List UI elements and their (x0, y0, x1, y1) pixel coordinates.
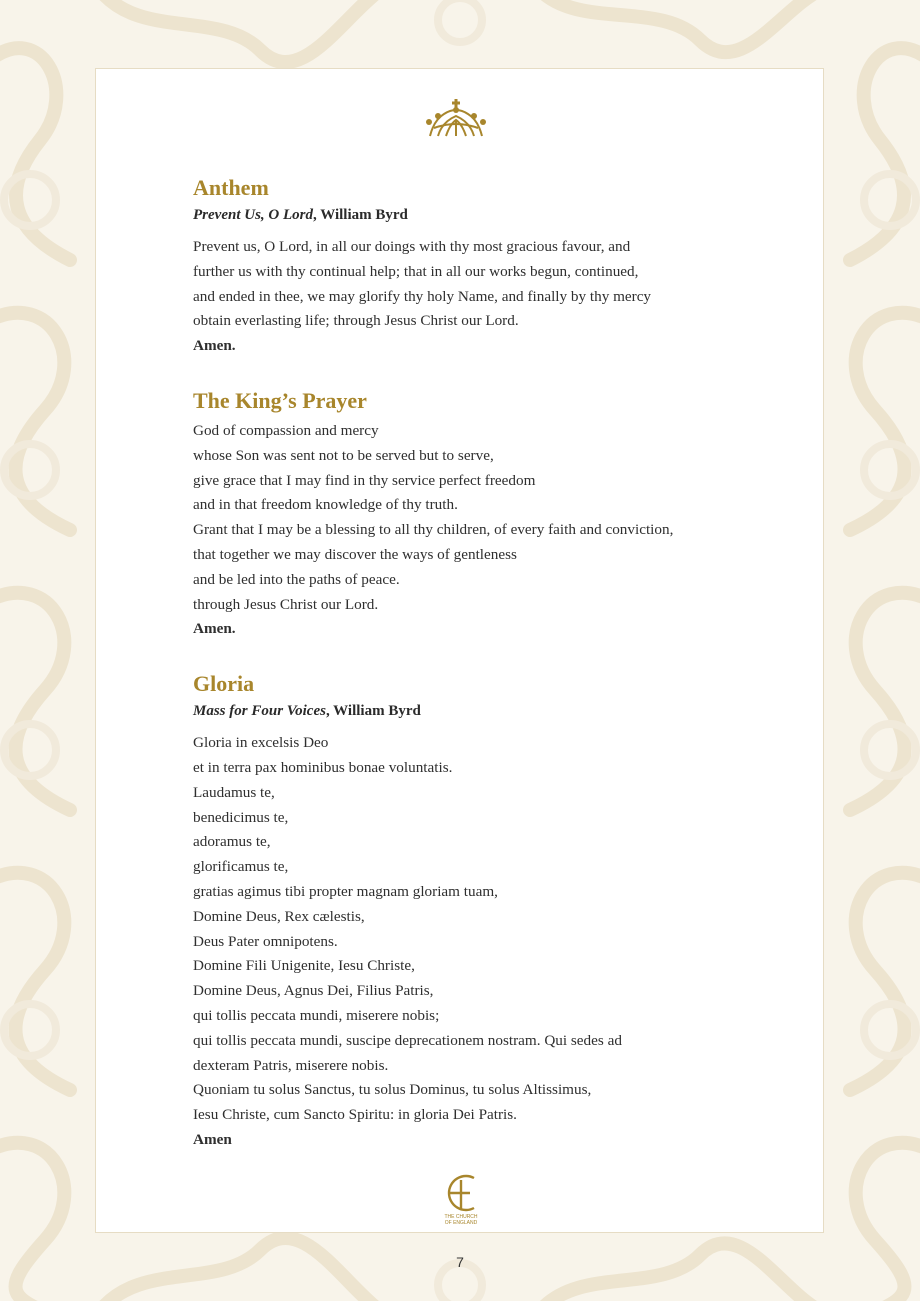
gloria-composer: , William Byrd (325, 703, 421, 720)
anthem-line: further us with thy continual help; that in all our works begun, continued, (193, 262, 639, 280)
gloria-section (193, 668, 773, 1153)
gloria-line: Domine Fili Unigenite, Iesu Christe, (193, 957, 415, 975)
anthem-subtitle (193, 204, 773, 226)
prayer-line: Grant that I may be a blessing to all thy children, of every faith and conviction, (193, 521, 674, 539)
gloria-text (193, 731, 773, 1128)
anthem-line: Prevent us, O Lord, in all our doings with thy most gracious favour, and (193, 238, 631, 255)
gloria-line: glorificamus te, (193, 858, 289, 876)
gloria-line: benedicimus te, (193, 808, 289, 826)
anthem-line: and ended in thee, we may glorify thy holy Name, and finally by thy mercy (193, 287, 652, 305)
gloria-amen: Amen (193, 1130, 232, 1148)
content (193, 172, 773, 1153)
gloria-line: Deus Pater omnipotens. (193, 932, 338, 950)
gloria-line: Laudamus te, (193, 783, 275, 801)
prayer-line: and be led into the paths of peace. (193, 570, 400, 588)
gloria-line: qui tollis peccata mundi, miserere nobis; (193, 1006, 440, 1024)
anthem-composer: , William Byrd (313, 207, 408, 223)
gloria-heading: Gloria (193, 671, 255, 697)
gloria-subtitle (193, 700, 773, 722)
gloria-line: Gloria in excelsis Deo (193, 734, 329, 752)
anthem-text (193, 235, 773, 334)
gloria-line: Quoniam tu solus Sanctus, tu solus Dominus, tu solus Altissimus, (193, 1081, 592, 1099)
anthem-amen: Amen. (193, 337, 236, 355)
anthem-section (193, 172, 773, 359)
kings-prayer-amen: Amen. (193, 620, 236, 638)
gloria-line: adoramus te, (193, 833, 271, 851)
anthem-work-title: Prevent Us, O Lord (193, 207, 313, 223)
gloria-line: gratias agimus tibi propter magnam gloriam tuam, (193, 882, 498, 900)
gloria-line: dexteram Patris, miserere nobis. (193, 1056, 389, 1074)
gloria-line: Iesu Christe, cum Sancto Spiritu: in gloria Dei Patris. (193, 1106, 517, 1124)
prayer-line: and in that freedom knowledge of thy truth. (193, 496, 458, 514)
gloria-line: qui tollis peccata mundi, suscipe deprecationem nostram. Qui sedes ad (193, 1031, 622, 1049)
gloria-line: Domine Deus, Agnus Dei, Filius Patris, (193, 982, 434, 1000)
prayer-line: give grace that I may find in thy service perfect freedom (193, 471, 536, 489)
gloria-line: Domine Deus, Rex cælestis, (193, 907, 365, 925)
anthem-line: obtain everlasting life; through Jesus Christ our Lord. (193, 312, 519, 330)
logo-text-line-2: OF ENGLAND (444, 1220, 478, 1226)
prayer-line: whose Son was sent not to be served but to serve, (193, 446, 494, 464)
prayer-line: that together we may discover the ways of gentleness (193, 545, 517, 563)
page-number: 7 (456, 1254, 464, 1270)
crown-icon (424, 98, 488, 142)
gloria-line: et in terra pax hominibus bonae voluntatis. (193, 758, 453, 776)
gloria-work-title: Mass for Four Voices (193, 703, 326, 720)
prayer-line: through Jesus Christ our Lord. (193, 595, 379, 613)
kings-prayer-section (193, 385, 773, 642)
logo-text-line-1: THE CHURCH (444, 1214, 478, 1220)
anthem-heading: Anthem (193, 175, 269, 200)
church-of-england-logo (436, 1170, 486, 1228)
prayer-line: God of compassion and mercy (193, 421, 379, 439)
kings-prayer-text (193, 419, 773, 617)
kings-prayer-heading: The King’s Prayer (193, 387, 367, 413)
